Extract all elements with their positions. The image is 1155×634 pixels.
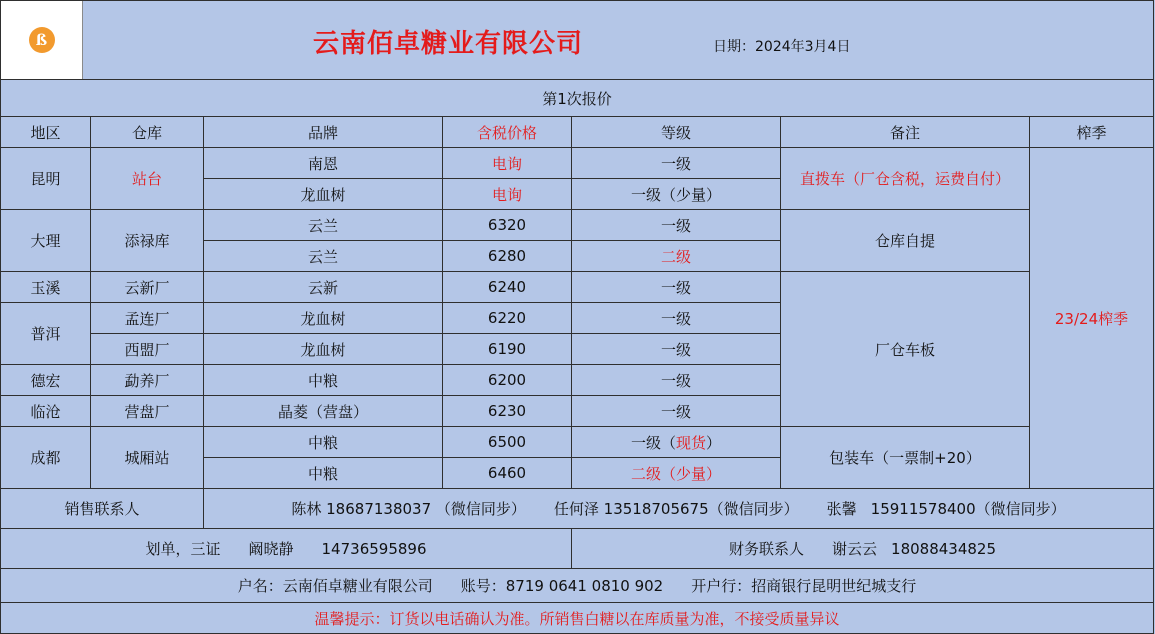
sales-contact-3-name: 张馨 [826, 500, 857, 518]
price-cell: 6460 [443, 458, 572, 489]
col-header-grade: 等级 [572, 117, 781, 148]
notice-text: 温馨提示：订货以电话确认为准。所销售白糖以在库质量为准，不接受质量异议 [1, 603, 1154, 634]
finance-phone: 18088434825 [891, 540, 997, 558]
region-cell: 成都 [1, 427, 91, 489]
remark-cell: 仓库自提 [781, 210, 1030, 272]
warehouse-cell: 营盘厂 [91, 396, 204, 427]
brand-cell: 晶菱（营盘） [204, 396, 443, 427]
grade-cell: 一级 [572, 303, 781, 334]
grade-cell: 一级 [572, 148, 781, 179]
brand-cell: 龙血树 [204, 303, 443, 334]
notice-row [1, 603, 1154, 634]
grade-cell: 一级 [572, 210, 781, 241]
finance-contact [572, 529, 1154, 569]
warehouse-cell: 城厢站 [91, 427, 204, 489]
price-cell: 6200 [443, 365, 572, 396]
bank-name: 开户行：招商银行昆明世纪城支行 [691, 577, 917, 595]
brand-cell: 中粮 [204, 458, 443, 489]
grade-cell: 二级（少量） [572, 458, 781, 489]
header-banner [1, 1, 1154, 80]
season-cell: 23/24榨季 [1030, 148, 1154, 489]
grade-cell: 一级 [572, 334, 781, 365]
grade-prefix: 一级（ [630, 433, 676, 452]
price-cell: 6500 [443, 427, 572, 458]
bank-info [1, 569, 1154, 603]
price-cell: 6220 [443, 303, 572, 334]
bank-info-row [1, 569, 1154, 603]
price-cell: 6320 [443, 210, 572, 241]
sales-contact-list [204, 489, 1154, 529]
region-cell: 德宏 [1, 365, 91, 396]
billing-phone: 14736595896 [321, 540, 427, 558]
col-header-brand: 品牌 [204, 117, 443, 148]
brand-cell: 云兰 [204, 241, 443, 272]
grade-cell: 二级 [572, 241, 781, 272]
bank-account-name: 户名：云南佰卓糖业有限公司 [237, 577, 433, 595]
sales-contact-1: 陈林 18687138037 （微信同步） [291, 500, 526, 518]
col-header-remark: 备注 [781, 117, 1030, 148]
brand-cell: 龙血树 [204, 334, 443, 365]
region-cell: 昆明 [1, 148, 91, 210]
grade-suffix: ） [706, 433, 722, 452]
column-header-row [1, 117, 1154, 148]
warehouse-cell: 勐养厂 [91, 365, 204, 396]
finance-label: 财务联系人 [729, 540, 805, 558]
grade-cell: 一级 [572, 272, 781, 303]
company-logo [1, 1, 83, 79]
region-cell: 玉溪 [1, 272, 91, 303]
col-header-price: 含税价格 [443, 117, 572, 148]
price-cell: 电询 [443, 148, 572, 179]
region-cell: 普洱 [1, 303, 91, 365]
region-cell: 临沧 [1, 396, 91, 427]
quote-date: 日期：2024年3月4日 [713, 39, 851, 55]
billing-contact [1, 529, 572, 569]
table-row [1, 210, 1154, 241]
region-cell: 大理 [1, 210, 91, 272]
sales-contact-label: 销售联系人 [1, 489, 204, 529]
billing-label: 划单，三证 [145, 540, 221, 558]
logo-icon: ß [29, 27, 55, 53]
price-cell: 6280 [443, 241, 572, 272]
sales-contact-2: 任何泽 13518705675（微信同步） [553, 500, 799, 518]
remark-cell: 厂仓车板 [781, 272, 1030, 427]
warehouse-cell: 云新厂 [91, 272, 204, 303]
price-cell: 6240 [443, 272, 572, 303]
company-title: 云南佰卓糖业有限公司 [313, 29, 584, 59]
table-row [1, 272, 1154, 303]
col-header-season: 榨季 [1030, 117, 1154, 148]
brand-cell: 云兰 [204, 210, 443, 241]
grade-cell: 一级（少量） [572, 179, 781, 210]
sales-contact-3-detail: 15911578400（微信同步） [870, 500, 1066, 518]
warehouse-cell: 添禄库 [91, 210, 204, 272]
warehouse-cell: 西盟厂 [91, 334, 204, 365]
sales-contact-row [1, 489, 1154, 529]
grade-highlight: 现货 [675, 433, 706, 452]
finance-name: 谢云云 [832, 540, 878, 558]
quote-title: 第1次报价 [1, 80, 1154, 117]
grade-cell [572, 427, 781, 458]
billing-finance-row [1, 529, 1154, 569]
price-cell: 6190 [443, 334, 572, 365]
brand-cell: 中粮 [204, 365, 443, 396]
col-header-region: 地区 [1, 117, 91, 148]
table-row [1, 148, 1154, 179]
brand-cell: 龙血树 [204, 179, 443, 210]
bank-account-number: 账号：8719 0641 0810 902 [460, 577, 664, 595]
warehouse-cell: 站台 [91, 148, 204, 210]
remark-cell: 直拨车（厂仓含税，运费自付） [781, 148, 1030, 210]
grade-cell: 一级 [572, 365, 781, 396]
price-cell: 6230 [443, 396, 572, 427]
warehouse-cell: 孟连厂 [91, 303, 204, 334]
billing-name: 阚晓静 [248, 540, 294, 558]
price-cell: 电询 [443, 179, 572, 210]
table-row [1, 427, 1154, 458]
brand-cell: 中粮 [204, 427, 443, 458]
grade-cell: 一级 [572, 396, 781, 427]
col-header-warehouse: 仓库 [91, 117, 204, 148]
brand-cell: 云新 [204, 272, 443, 303]
brand-cell: 南恩 [204, 148, 443, 179]
remark-cell: 包装车（一票制+20） [781, 427, 1030, 489]
